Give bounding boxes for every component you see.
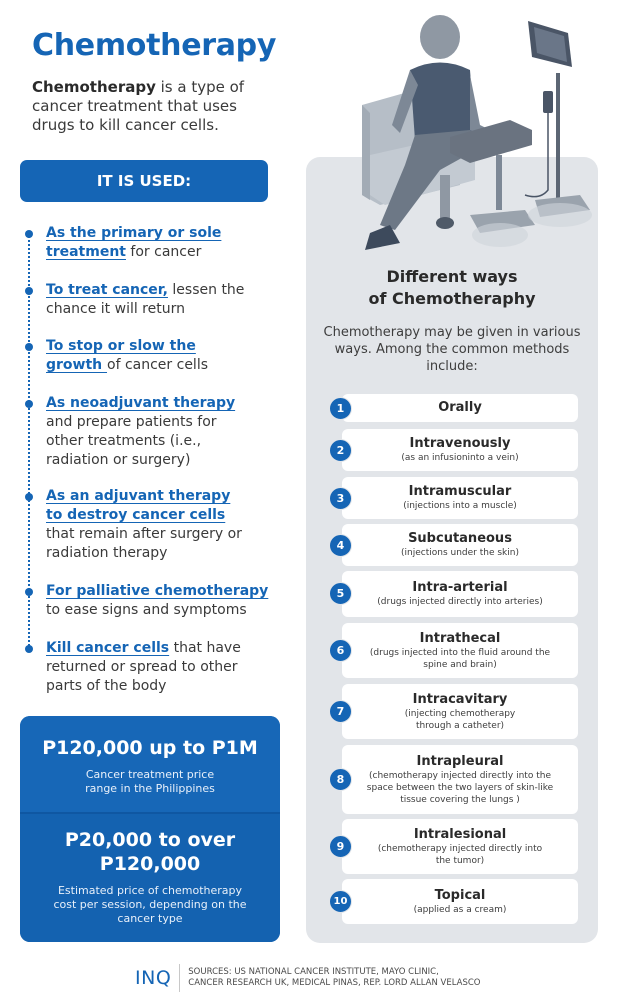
price-headline: P20,000 to over P120,000 <box>64 829 236 875</box>
method-card-subcutaneous: Subcutaneous (injections under the skin) <box>342 524 578 566</box>
method-card-orally: Orally <box>342 394 578 422</box>
inq-logo: INQ <box>135 964 180 992</box>
method-card-intravenously: Intravenously (as an infusioninto a vein) <box>342 429 578 471</box>
use-item: To treat cancer, lessen the chance it will return <box>46 282 245 317</box>
number-badge-icon: 10 <box>329 890 352 913</box>
number-badge-icon: 4 <box>329 534 352 557</box>
bullet-dot-icon <box>25 400 33 408</box>
bullet-dot-icon <box>25 230 33 238</box>
method-card-intralesional: Intralesional (chemotherapy injected directly into the tumor) <box>342 819 578 874</box>
method-card-intrathecal: Intrathecal (drugs injected into the fluid around the spine and brain) <box>342 623 578 678</box>
price-section-range <box>20 716 280 812</box>
sources-text: SOURCES: US NATIONAL CANCER INSTITUTE, MAYO CLINIC, CANCER RESEARCH UK, MEDICAL PINAS, REP. LORD ALLAN VELASCO <box>188 967 481 988</box>
number-badge-icon: 2 <box>329 439 352 462</box>
intro-bold: Chemotherapy <box>32 78 156 96</box>
bullet-dot-icon <box>25 588 33 596</box>
footer <box>135 964 481 992</box>
bullet-dot-icon <box>25 287 33 295</box>
number-badge-icon: 3 <box>329 487 352 510</box>
use-item: As an adjuvant therapy to destroy cancer cells that remain after surgery or radiation therapy <box>46 488 242 561</box>
use-item: Kill cancer cells that have returned or spread to other parts of the body <box>46 640 241 694</box>
price-headline: P120,000 up to P1M <box>42 737 258 759</box>
patient-in-chair-with-iv-stand-illustration-icon <box>310 5 610 255</box>
method-card-intra-arterial: Intra-arterial (drugs injected directly into arteries) <box>342 571 578 617</box>
methods-description: Chemotherapy may be given in various ways. Among the common methods include: <box>323 325 581 374</box>
bullet-dot-icon <box>25 343 33 351</box>
intro-text <box>32 78 272 135</box>
number-badge-icon: 7 <box>329 700 352 723</box>
use-item: For palliative chemotherapy to ease signs and symptoms <box>46 583 269 618</box>
price-info-box <box>20 716 280 942</box>
use-item: As the primary or sole treatment for cancer <box>46 225 222 260</box>
methods-title: Different ways of Chemotheraphy <box>368 267 536 308</box>
use-item: To stop or slow the growth of cancer cells <box>46 338 209 373</box>
price-description: Cancer treatment price range in the Philippines <box>85 768 215 795</box>
price-description: Estimated price of chemotherapy cost per session, depending on the cancer type <box>53 884 247 925</box>
method-card-intrapleural: Intrapleural (chemotherapy injected directly into the space between the two layers of skin-like tissue covering the lungs ) <box>342 745 578 814</box>
number-badge-icon: 6 <box>329 639 352 662</box>
bullet-dot-icon <box>25 645 33 653</box>
method-card-topical: Topical (applied as a cream) <box>342 879 578 924</box>
price-section-session <box>20 812 280 942</box>
number-badge-icon: 5 <box>329 582 352 605</box>
method-card-intramuscular: Intramuscular (injections into a muscle) <box>342 477 578 519</box>
number-badge-icon: 1 <box>329 397 352 420</box>
page-title: Chemotherapy <box>32 28 277 63</box>
uses-banner: IT IS USED: <box>20 160 268 202</box>
method-card-intracavitary: Intracavitary (injecting chemotherapy through a catheter) <box>342 684 578 739</box>
number-badge-icon: 9 <box>329 835 352 858</box>
number-badge-icon: 8 <box>329 768 352 791</box>
intro-rest: is a type of cancer treatment that uses drugs to kill cancer cells. <box>32 78 245 134</box>
bullet-dot-icon <box>25 493 33 501</box>
use-item: As neoadjuvant therapy and prepare patients for other treatments (i.e., radiation or surgery) <box>46 395 236 468</box>
